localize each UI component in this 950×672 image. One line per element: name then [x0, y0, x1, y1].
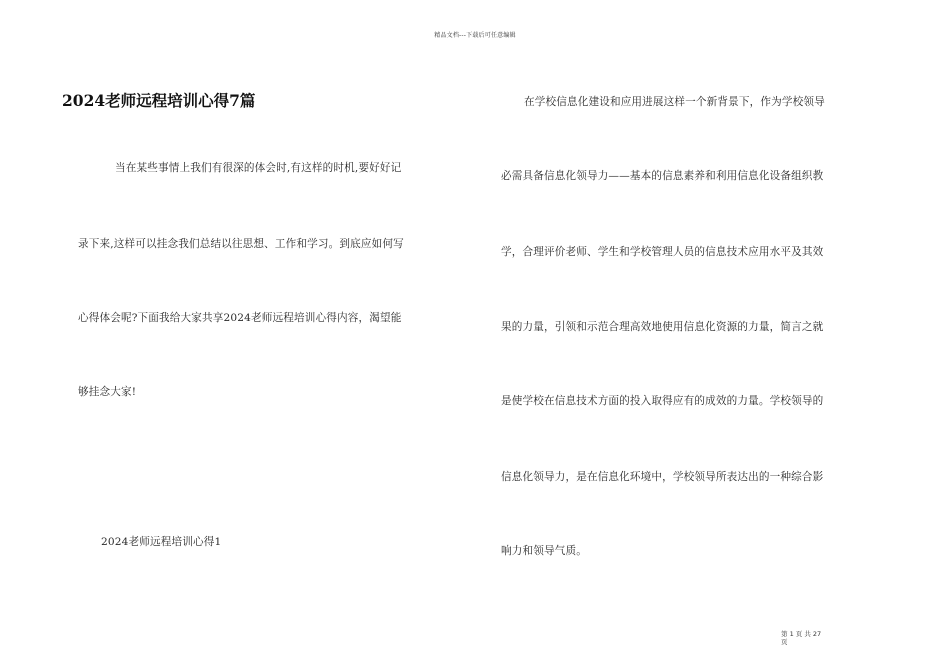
page-number-line: 页 — [781, 638, 788, 646]
page-number-line: 第 1 页 共 27 — [781, 630, 822, 638]
body-line: 学，合理评价老师、学生和学校管理人员的信息技术应用水平及其效 — [501, 246, 824, 258]
body-line: 在学校信息化建设和应用进展这样一个新背景下，作为学校领导 — [524, 96, 825, 108]
body-line: 信息化领导力，是在信息化环境中，学校领导所表达出的一种综合影 — [501, 471, 824, 483]
body-line: 是使学校在信息技术方面的投入取得应有的成效的力量。学校领导的 — [501, 395, 824, 407]
page-number — [781, 630, 831, 646]
intro-line: 录下来,这样可以挂念我们总结以往思想、工作和学习。到底应如何写 — [78, 238, 404, 250]
section-heading: 2024老师远程培训心得1 — [101, 536, 222, 548]
body-line: 果的力量，引领和示范合理高效地使用信息化资源的力量，简言之就 — [501, 321, 824, 333]
document-title: 2024老师远程培训心得7篇 — [62, 91, 256, 110]
body-line: 必需具备信息化领导力——基本的信息素养和利用信息化设备组织教 — [501, 170, 824, 182]
intro-line: 当在某些事情上我们有很深的体会时,有这样的时机,要好好记 — [115, 162, 402, 174]
body-line: 响力和领导气质。 — [501, 545, 587, 557]
intro-line: 够挂念大家! — [78, 386, 137, 398]
header-note: 精品文档---下载后可任意编辑 — [434, 32, 516, 39]
intro-line: 心得体会呢?下面我给大家共享2024老师远程培训心得内容，渴望能 — [78, 312, 402, 324]
